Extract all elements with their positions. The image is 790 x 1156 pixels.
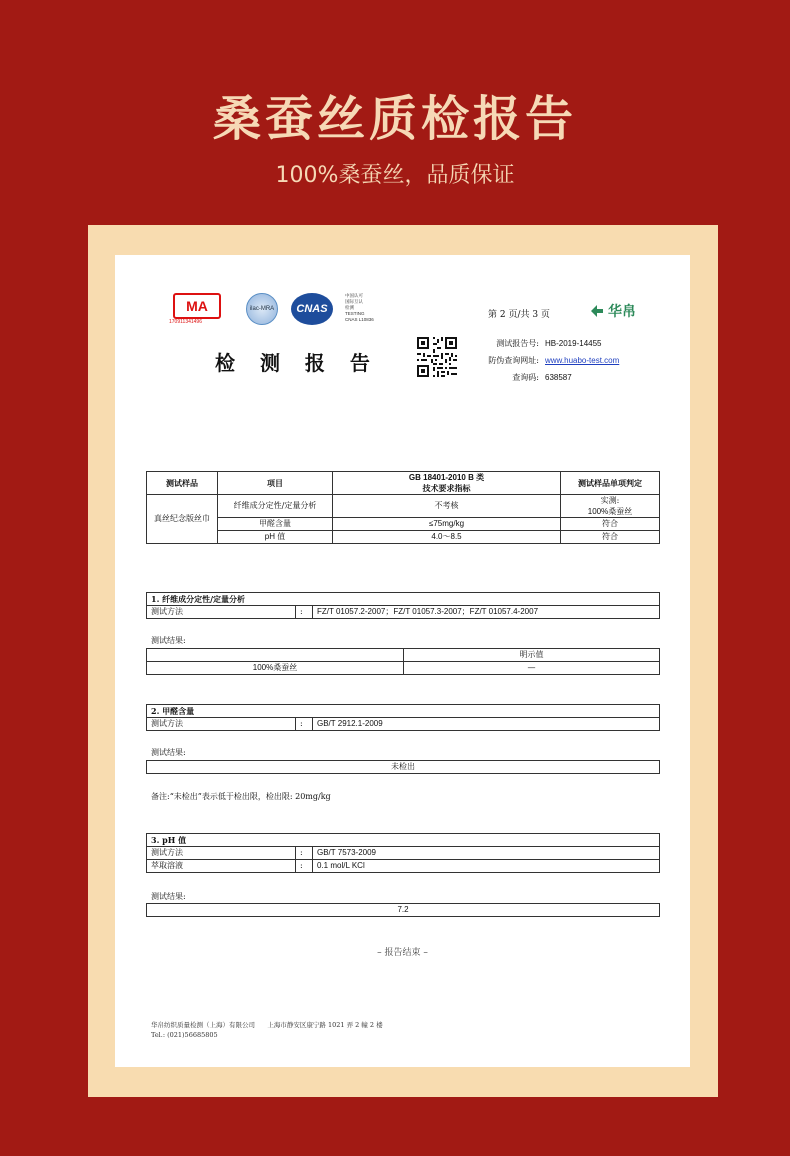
section-title: 1. 纤维成分定性/定量分析 xyxy=(147,593,660,606)
cnas-text: 中国认可 国际互认 检测 TESTING CNAS L10836 xyxy=(345,293,374,322)
table-cell: 0.1 mol/L KCl xyxy=(313,860,660,873)
cnas-logo: CNAS xyxy=(291,293,333,325)
report-paper xyxy=(115,255,690,1067)
report-meta: 测试报告号: HB-2019-14455 防伪查询网址: www.huabo-test.com 查询码: 638587 xyxy=(488,339,620,382)
company-address: 上海市静安区康宁路 1021 弄 2 幢 2 楼 xyxy=(267,1021,383,1029)
table-cell: 不考核 xyxy=(333,495,561,518)
table-cell: 7.2 xyxy=(147,904,660,917)
table-cell: 明示值 xyxy=(404,649,660,662)
table-cell: 测试方法 xyxy=(147,606,296,619)
table-cell: 未检出 xyxy=(147,761,660,774)
table-cell: 100%桑蚕丝 xyxy=(147,662,404,675)
table-cell: : xyxy=(296,860,313,873)
report-number: HB-2019-14455 xyxy=(545,339,602,348)
hero-subtitle: 100%桑蚕丝，品质保证 xyxy=(275,163,515,188)
cma-logo: MA xyxy=(173,293,221,319)
footer xyxy=(151,1020,383,1040)
table-cell: : xyxy=(296,847,313,860)
results-label: 测试结果: xyxy=(151,748,186,757)
ilac-logo: ilac-MRA xyxy=(246,293,278,325)
table-cell: 甲醛含量 xyxy=(218,518,333,531)
verify-link[interactable]: www.huabo-test.com xyxy=(545,356,620,365)
section-title: 3. pH 值 xyxy=(147,834,660,847)
sample-name: 真丝纪念版丝巾 xyxy=(147,495,218,544)
company-tel: Tel.: (021)56685805 xyxy=(151,1031,218,1039)
table-cell: 纤维成分定性/定量分析 xyxy=(218,495,333,518)
hero-title: 桑蚕丝质检报告 xyxy=(212,91,577,147)
col-item: 项目 xyxy=(218,472,333,495)
table-cell: FZ/T 01057.2-2007；FZ/T 01057.3-2007；FZ/T 01057.4-2007 xyxy=(313,606,660,619)
table-cell: 符合 xyxy=(561,518,660,531)
table-cell: : xyxy=(296,606,313,619)
section-title: 2. 甲醛含量 xyxy=(147,705,660,718)
table-cell: 测试方法 xyxy=(147,847,296,860)
table-cell: GB/T 7573-2009 xyxy=(313,847,660,860)
summary-table xyxy=(146,471,660,544)
section-2-table xyxy=(146,704,660,731)
table-cell: 测试方法 xyxy=(147,718,296,731)
table-cell: GB/T 2912.1-2009 xyxy=(313,718,660,731)
result-2-table xyxy=(146,760,660,774)
results-label: 测试结果: xyxy=(151,892,186,901)
table-cell: 萃取溶液 xyxy=(147,860,296,873)
col-standard: GB 18401-2010 B 类 技术要求指标 xyxy=(333,472,561,495)
cma-number: 170911341496 xyxy=(169,319,202,325)
table-cell: 4.0～8.5 xyxy=(333,531,561,544)
query-code: 638587 xyxy=(545,373,572,382)
brand-mark-icon xyxy=(590,304,604,318)
table-cell: : xyxy=(296,718,313,731)
table-cell: 实测: 100%桑蚕丝 xyxy=(561,495,660,518)
result-3-table xyxy=(146,903,660,917)
col-verdict: 测试样品单项判定 xyxy=(561,472,660,495)
col-sample: 测试样品 xyxy=(147,472,218,495)
result-1-table xyxy=(146,648,660,675)
brand-logo: 华帛 xyxy=(590,301,636,321)
document-title: 检 测 报 告 xyxy=(215,351,379,375)
report-end: – 报告结束 – xyxy=(377,948,428,958)
table-cell: 符合 xyxy=(561,531,660,544)
section-1-table xyxy=(146,592,660,619)
table-cell: — xyxy=(404,662,660,675)
results-label: 测试结果: xyxy=(151,636,186,645)
remark: 备注:“未检出”表示低于检出限，检出限: 20mg/kg xyxy=(151,792,331,801)
page-number: 第 2 页/共 3 页 xyxy=(488,310,550,320)
table-cell: pH 值 xyxy=(218,531,333,544)
company-name: 华帛纺织质量检测（上海）有限公司 xyxy=(151,1021,255,1029)
qr-code-icon xyxy=(415,335,459,379)
section-3-table xyxy=(146,833,660,873)
table-cell: ≤75mg/kg xyxy=(333,518,561,531)
